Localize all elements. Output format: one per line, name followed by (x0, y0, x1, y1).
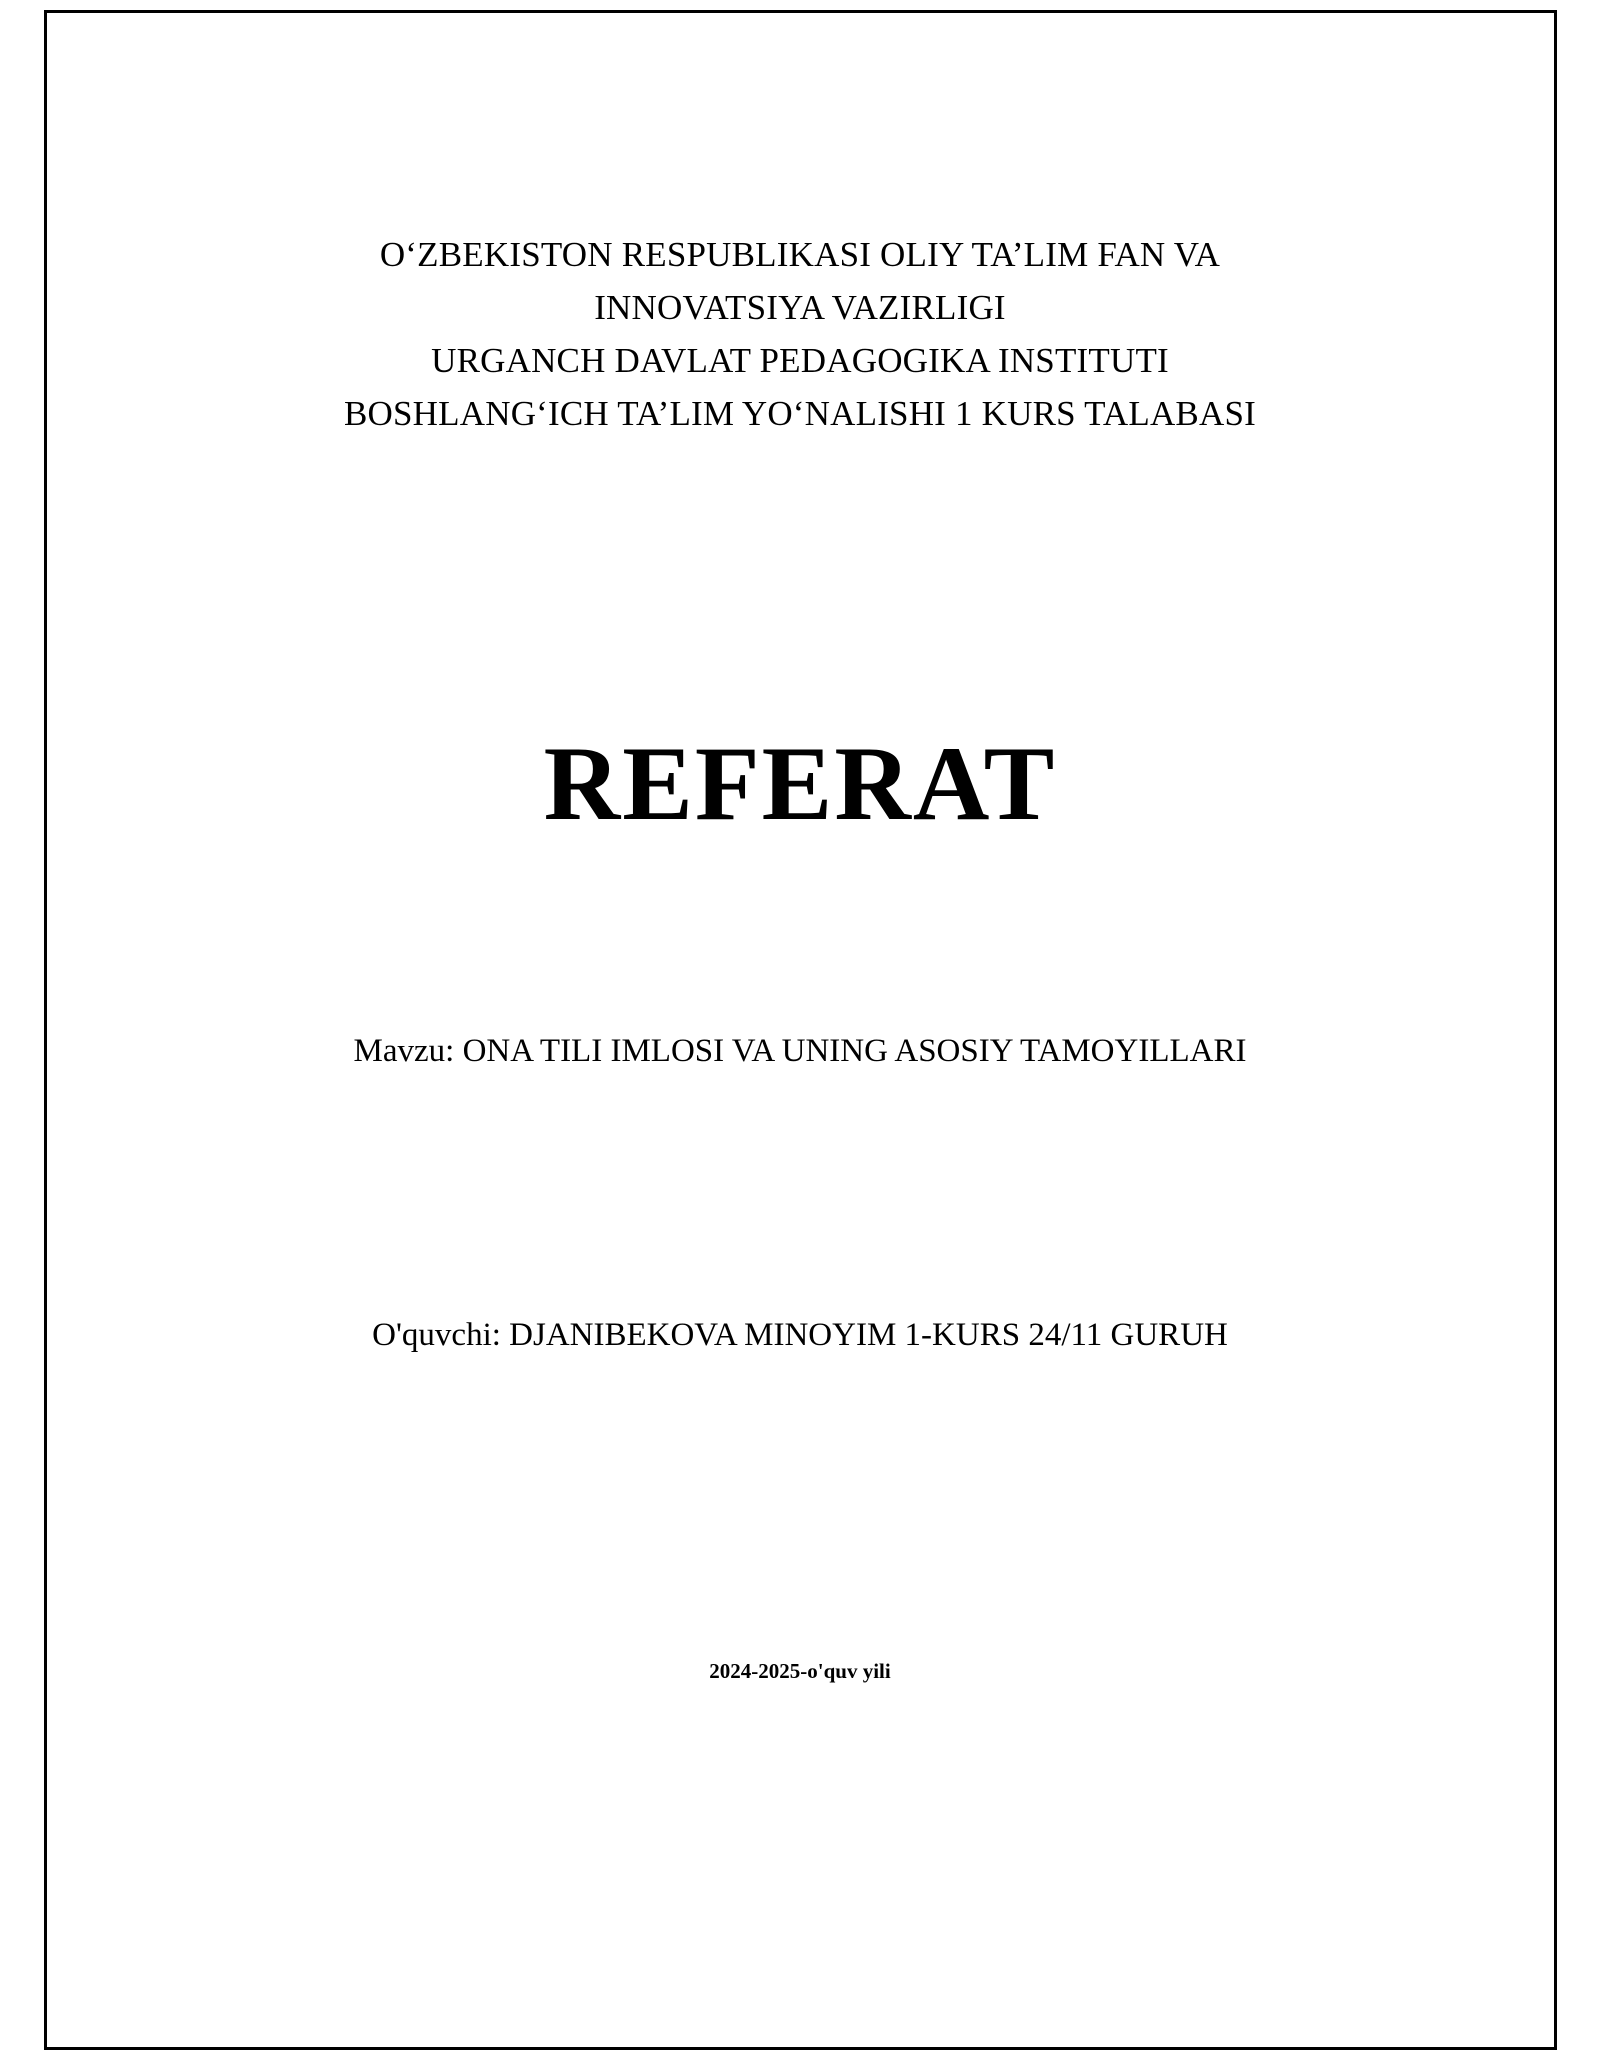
institution-header-line-2: INNOVATSIYA VAZIRLIGI (594, 288, 1006, 327)
author-text: O'quvchi: DJANIBEKOVA MINOYIM 1-KURS 24/11 GURUH (372, 1317, 1228, 1354)
academic-year-text: 2024-2025-o'quv yili (709, 1659, 891, 1684)
cover-page-content (44, 228, 1557, 1685)
subject-text: Mavzu: ONA TILI IMLOSI VA UNING ASOSIY TAMOYILLARI (353, 1033, 1247, 1070)
document-author-block (44, 1313, 1557, 1357)
page-title: REFERAT (543, 725, 1057, 842)
document-title-block (44, 725, 1557, 842)
institution-header (44, 228, 1557, 440)
institution-header-line-3: URGANCH DAVLAT PEDAGOGIKA INSTITUTI (431, 341, 1169, 380)
institution-header-line-1: O‘ZBEKISTON RESPUBLIKASI OLIY TA’LIM FAN VA (379, 235, 1221, 274)
institution-header-line-4: BOSHLANG‘ICH TA’LIM YO‘NALISHI 1 KURS TALABASI (344, 394, 1256, 433)
document-subject-block (44, 1029, 1557, 1073)
document-year-block (44, 1657, 1557, 1685)
